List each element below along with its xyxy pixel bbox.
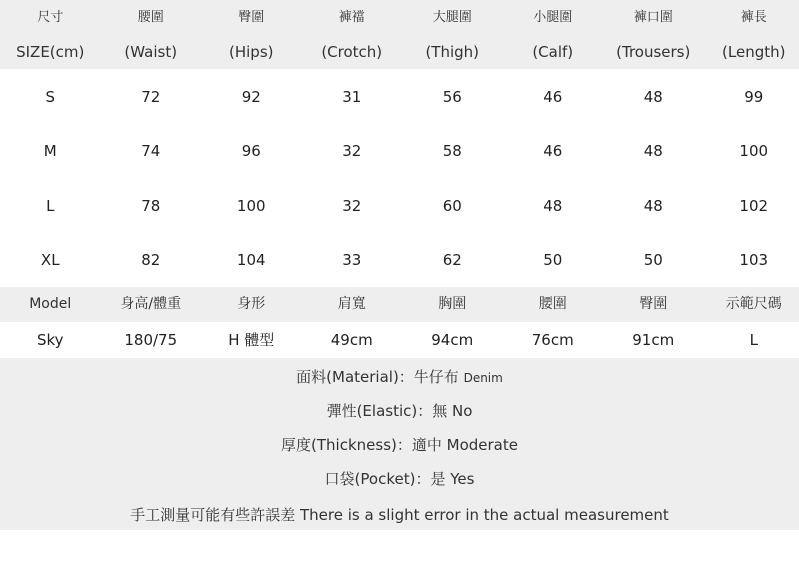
model-hips: 91cm xyxy=(632,331,675,349)
model-chest: 94cm xyxy=(431,331,474,349)
calf-value: 50 xyxy=(543,251,563,269)
table-row xyxy=(0,70,799,124)
trousers-value: 48 xyxy=(643,142,663,160)
header-length-zh: 褲長 xyxy=(740,10,767,25)
waist-value: 72 xyxy=(141,88,161,106)
elastic-note: 彈性(Elastic)：無 No xyxy=(326,402,473,420)
header-calf-en: (Calf) xyxy=(532,43,574,61)
thigh-value: 60 xyxy=(442,197,462,215)
header-crotch-en: (Crotch) xyxy=(321,43,383,61)
table-row xyxy=(0,179,799,233)
header-size-zh: 尺寸 xyxy=(37,10,64,25)
model-shoulder: 49cm xyxy=(330,331,373,349)
model-header-height-weight: 身高/體重 xyxy=(120,296,182,312)
model-header-shoulder: 肩寬 xyxy=(337,296,366,312)
header-size-en: SIZE(cm) xyxy=(16,43,85,61)
thigh-value: 58 xyxy=(442,142,462,160)
crotch-value: 32 xyxy=(342,197,362,215)
header-waist-en: (Waist) xyxy=(124,43,178,61)
calf-value: 46 xyxy=(543,88,563,106)
calf-value: 46 xyxy=(543,142,563,160)
waist-value: 82 xyxy=(141,251,161,269)
table-row xyxy=(0,124,799,178)
hips-value: 96 xyxy=(241,142,261,160)
header-hips-en: (Hips) xyxy=(229,43,274,61)
header-waist-zh: 腰圍 xyxy=(137,10,164,25)
model-waist: 76cm xyxy=(531,331,574,349)
hips-value: 100 xyxy=(236,197,266,215)
size-label: XL xyxy=(40,251,60,269)
length-value: 102 xyxy=(739,197,769,215)
model-header-body-shape: 身形 xyxy=(237,296,266,312)
header-trousers-en: (Trousers) xyxy=(616,43,691,61)
model-header-chest: 胸圍 xyxy=(438,296,467,312)
header-crotch-zh: 褲襠 xyxy=(338,10,365,25)
model-size: L xyxy=(749,331,758,349)
thigh-value: 56 xyxy=(442,88,462,106)
size-label: S xyxy=(45,88,56,106)
model-row xyxy=(0,322,799,358)
length-value: 100 xyxy=(739,142,769,160)
hips-value: 92 xyxy=(241,88,261,106)
material-note xyxy=(0,366,799,387)
crotch-value: 31 xyxy=(342,88,362,106)
model-name: Sky xyxy=(36,331,64,349)
model-header-row xyxy=(0,287,799,322)
model-height-weight: 180/75 xyxy=(124,331,178,349)
model-body-shape: H 體型 xyxy=(228,331,275,349)
length-value: 103 xyxy=(739,251,769,269)
product-notes xyxy=(0,358,799,530)
crotch-value: 33 xyxy=(342,251,362,269)
table-row xyxy=(0,233,799,287)
header-thigh-zh: 大腿圍 xyxy=(432,10,472,25)
waist-value: 78 xyxy=(141,197,161,215)
trousers-value: 48 xyxy=(643,197,663,215)
size-label: L xyxy=(46,197,55,215)
material-value: Denim xyxy=(463,371,503,385)
thigh-value: 62 xyxy=(442,251,462,269)
header-calf-zh: 小腿圍 xyxy=(533,10,573,25)
header-row-chinese xyxy=(0,0,799,36)
hips-value: 104 xyxy=(236,251,266,269)
model-header-size: 示範尺碼 xyxy=(725,296,782,312)
header-hips-zh: 臀圍 xyxy=(238,10,265,25)
trousers-value: 48 xyxy=(643,88,663,106)
trousers-value: 50 xyxy=(643,251,663,269)
pocket-note: 口袋(Pocket)：是 Yes xyxy=(324,470,475,488)
model-header-waist: 腰圍 xyxy=(538,296,567,312)
header-row-english xyxy=(0,36,799,69)
size-label: M xyxy=(43,142,57,160)
measurement-error-note: 手工測量可能有些許誤差 There is a slight error in the actual measurement xyxy=(130,506,669,524)
crotch-value: 32 xyxy=(342,142,362,160)
model-header-name: Model xyxy=(29,296,72,312)
model-header-hips: 臀圍 xyxy=(639,296,668,312)
length-value: 99 xyxy=(744,88,764,106)
header-trousers-zh: 褲口圍 xyxy=(633,10,673,25)
header-length-en: (Length) xyxy=(722,43,786,61)
thickness-note: 厚度(Thickness)：適中 Moderate xyxy=(281,436,518,454)
material-label: 面料(Material)：牛仔布 xyxy=(296,368,464,386)
waist-value: 74 xyxy=(141,142,161,160)
header-thigh-en: (Thigh) xyxy=(425,43,480,61)
calf-value: 48 xyxy=(543,197,563,215)
